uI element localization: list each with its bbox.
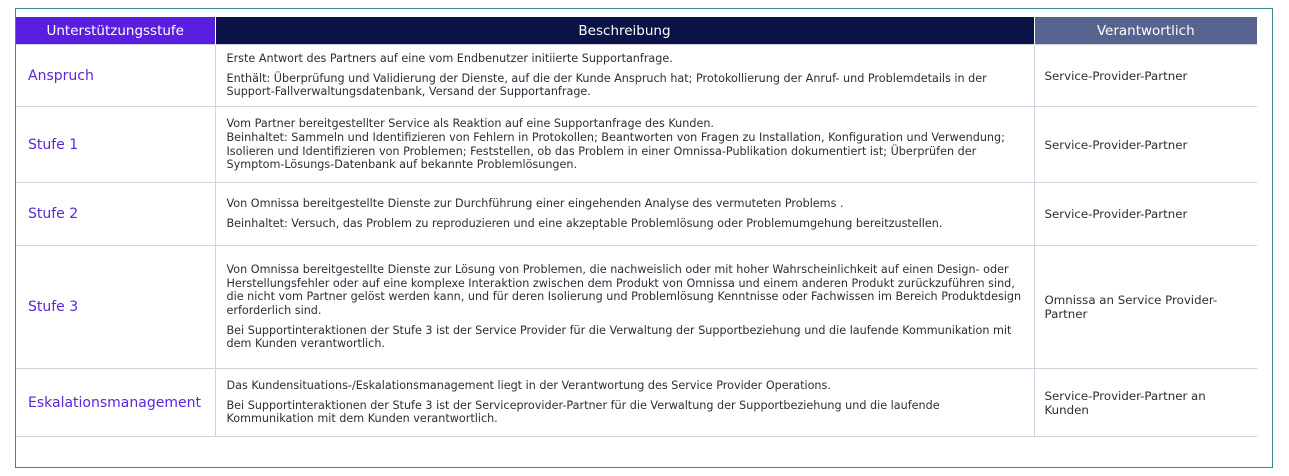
- description-paragraph: Das Kundensituations-/Eskalationsmanagement liegt in der Verantwortung des Service Provider Operations.: [226, 378, 831, 392]
- description-cell: [215, 369, 1034, 437]
- header-level: Unterstützungsstufe: [16, 17, 215, 45]
- description-cell: [215, 183, 1034, 246]
- description-paragraph: Von Omnissa bereitgestellte Dienste zur Durchführung einer eingehenden Analyse des vermuteten Problems .: [226, 197, 844, 211]
- level-cell: Stufe 2: [16, 183, 215, 246]
- description-paragraph: Vom Partner bereitgestellter Service als Reaktion auf eine Supportanfrage des Kunden.: [226, 117, 714, 131]
- description-cell: [215, 107, 1034, 183]
- header-responsible: Verantwortlich: [1034, 17, 1257, 45]
- table-row: [16, 369, 1257, 437]
- table-row: [16, 183, 1257, 246]
- responsible-cell: Service-Provider-Partner: [1034, 45, 1257, 107]
- level-cell: Stufe 1: [16, 107, 215, 183]
- table-row: [16, 107, 1257, 183]
- header-description: Beschreibung: [215, 17, 1034, 45]
- description-paragraph: Beinhaltet: Versuch, das Problem zu reproduzieren und eine akzeptable Problemlösung oder Problemumgehung bereitzustellen.: [226, 217, 943, 230]
- level-cell: Stufe 3: [16, 246, 215, 369]
- description-paragraph: Beinhaltet: Sammeln und Identifizieren von Fehlern in Protokollen; Beantworten von Fragen zu Installation, Konfiguration und Verwendung; Isolieren und Identifizieren von Problemen; Feststellen, ob das Problem in einer Omnissa-Publikation dokumentiert ist; Überprüfen der Symptom-Lösungs-Datenbank auf bekannte Problemlösungen.: [226, 130, 1005, 172]
- responsible-cell: Omnissa an Service Provider-Partner: [1034, 246, 1257, 369]
- description-cell: [215, 45, 1034, 107]
- responsible-cell: Service-Provider-Partner: [1034, 183, 1257, 246]
- responsible-cell: Service-Provider-Partner an Kunden: [1034, 369, 1257, 437]
- description-paragraph: Erste Antwort des Partners auf eine vom Endbenutzer initiierte Supportanfrage.: [226, 51, 673, 65]
- level-cell: Anspruch: [16, 45, 215, 107]
- description-paragraph: Bei Supportinteraktionen der Stufe 3 ist der Service Provider für die Verwaltung der Supportbeziehung und die laufende Kommunikation mit dem Kunden verantwortlich.: [226, 323, 1012, 351]
- description-paragraph: Enthält: Überprüfung und Validierung der Dienste, auf die der Kunde Anspruch hat; Protokollierung der Anruf- und Problemdetails in der Support-Fallverwaltungsdatenbank, Versand der Supportanfrage.: [226, 71, 987, 99]
- level-cell: Eskalationsmanagement: [16, 369, 215, 437]
- description-cell: [215, 246, 1034, 369]
- description-paragraph: Bei Supportinteraktionen der Stufe 3 ist der Serviceprovider-Partner für die Verwaltung der Supportbeziehung und die laufende Kommunikation mit dem Kunden verantwortlich.: [226, 398, 940, 426]
- responsible-cell: Service-Provider-Partner: [1034, 107, 1257, 183]
- table-header-row: [16, 17, 1257, 45]
- table-row: [16, 45, 1257, 107]
- support-levels-table: [16, 17, 1257, 437]
- description-paragraph: Von Omnissa bereitgestellte Dienste zur Lösung von Problemen, die nachweislich oder mit hoher Wahrscheinlichkeit auf einen Design- oder Herstellungsfehler oder auf eine komplexe Interaktion zwischen dem Produkt von Omnissa und einem anderen Produkt zurückzuführen sind, die nicht vom Partner gelöst werden kann, und für deren Isolierung und Problemlösung Kenntnisse oder Fachwissen im Bereich Produktdesign erforderlich sind.: [226, 262, 1022, 317]
- table-row: [16, 246, 1257, 369]
